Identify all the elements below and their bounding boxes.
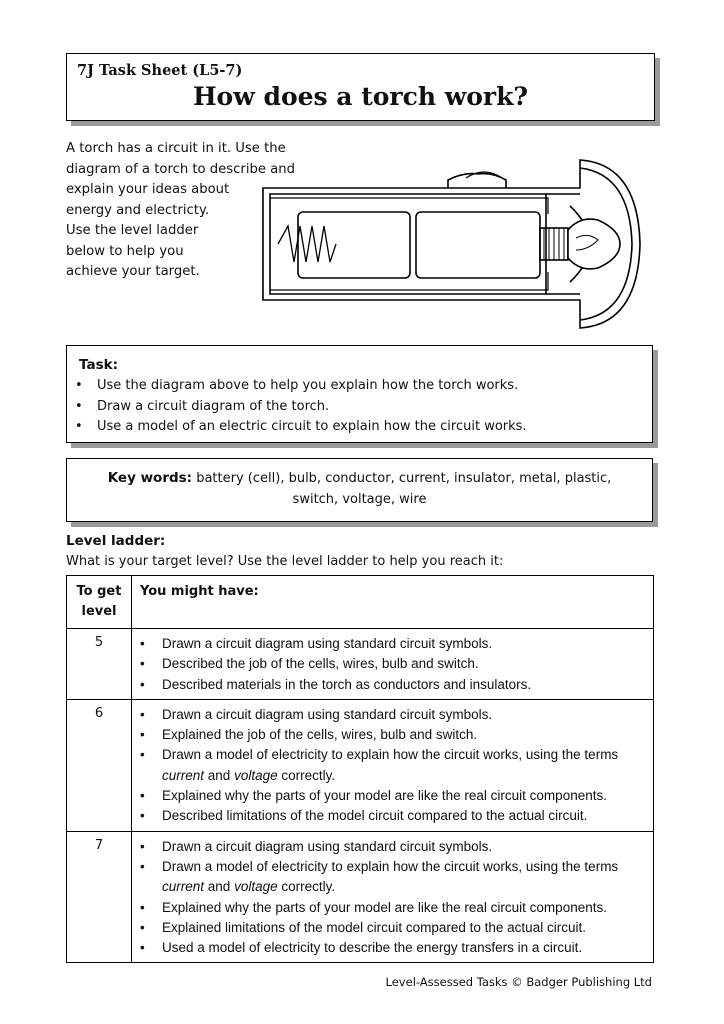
criterion-text: Described materials in the torch as conductors and insulators. (162, 676, 532, 692)
intro-line: diagram of a torch to describe and (66, 161, 295, 177)
intro-line: achieve your target. (66, 264, 200, 279)
bullet: • (140, 838, 145, 854)
footer-credit: Level-Assessed Tasks © Badger Publishing Ltd (385, 975, 652, 989)
level-cell: 5 (67, 629, 132, 700)
keywords-line-2: switch, voltage, wire (292, 492, 427, 507)
criterion-text: Drawn a circuit diagram using standard circuit symbols. (162, 838, 493, 854)
criteria-cell (132, 831, 654, 963)
level-ladder-table (66, 575, 654, 963)
task-item (75, 376, 527, 397)
list-item (140, 725, 647, 745)
intro-line: Use the level ladder (66, 223, 199, 238)
bullet: • (140, 727, 145, 743)
task-item-text: Draw a circuit diagram of the torch. (97, 398, 330, 414)
title-box (66, 53, 655, 121)
keywords-line-1: battery (cell), bulb, conductor, current, insulator, metal, plastic, (196, 471, 612, 486)
intro-line: below to help you (66, 243, 184, 259)
level-cell: 7 (67, 831, 132, 963)
criterion-text: Explained why the parts of your model are like the real circuit components. (162, 899, 607, 915)
criteria-cell (132, 629, 654, 700)
list-item (140, 898, 647, 918)
level-ladder-question: What is your target level? Use the level ladder to help you reach it: (66, 554, 504, 569)
intro-line: explain your ideas about (66, 182, 230, 197)
keywords-box (66, 458, 653, 522)
criterion-text: Drawn a circuit diagram using standard circuit symbols. (162, 706, 493, 722)
intro-line: A torch has a circuit in it. Use the (66, 141, 286, 156)
task-item-text: Use the diagram above to help you explain how the torch works. (97, 378, 519, 393)
bullet: • (140, 919, 145, 935)
bullet: • (140, 636, 145, 651)
level-cell: 6 (67, 699, 132, 831)
criterion-text: Explained why the parts of your model are like the real circuit components. (162, 788, 607, 804)
list-item (140, 918, 647, 938)
page-title: How does a torch work? (192, 82, 529, 111)
table-row (67, 629, 654, 700)
list-item (140, 938, 647, 958)
bullet: • (140, 808, 145, 824)
bullet: • (140, 858, 145, 874)
bullet: • (140, 940, 145, 956)
task-item (75, 397, 527, 418)
table-row (67, 831, 654, 963)
keywords-label: Key words: (107, 470, 193, 486)
criterion-text: Drawn a circuit diagram using standard circuit symbols. (162, 636, 493, 651)
list-item (140, 857, 647, 898)
table-row (67, 699, 654, 831)
criterion-text: Described the job of the cells, wires, bulb and switch. (162, 656, 479, 672)
criterion-text: Used a model of electricity to describe the energy transfers in a circuit. (162, 940, 583, 956)
table-header-row (67, 576, 654, 629)
task-item-text: Use a model of an electric circuit to explain how the circuit works. (97, 419, 527, 434)
task-list (75, 376, 527, 438)
intro-line: energy and electricty. (66, 202, 210, 218)
col-header-have: You might have: (132, 576, 654, 629)
bullet: • (75, 419, 83, 434)
bullet: • (140, 747, 145, 763)
task-sheet-subtitle: 7J Task Sheet (L5-7) (77, 62, 243, 79)
list-item (140, 654, 647, 674)
list-item (140, 786, 647, 806)
list-item (140, 634, 647, 654)
bullet: • (140, 706, 145, 722)
col-header-level: To get level (67, 576, 132, 629)
task-box (66, 345, 653, 443)
bullet: • (140, 656, 145, 672)
task-heading: Task: (79, 357, 118, 373)
list-item (140, 745, 647, 786)
bullet: • (75, 398, 83, 414)
criterion-text: Explained limitations of the model circuit compared to the actual circuit. (162, 919, 586, 935)
list-item (140, 806, 647, 826)
criterion-text: Described limitations of the model circuit compared to the actual circuit. (162, 808, 588, 824)
criterion-text: Explained the job of the cells, wires, bulb and switch. (162, 727, 478, 743)
list-item (140, 705, 647, 725)
bullet: • (140, 676, 145, 692)
criterion-text: Drawn a model of electricity to explain how the circuit works, using the terms current and voltage correctly. (162, 858, 619, 895)
torch-diagram (258, 150, 656, 340)
bullet: • (140, 899, 145, 915)
list-item (140, 837, 647, 857)
criteria-cell (132, 699, 654, 831)
bullet: • (140, 788, 145, 804)
bullet: • (75, 378, 83, 393)
criterion-text: Drawn a model of electricity to explain how the circuit works, using the terms current and voltage correctly. (162, 747, 619, 783)
task-item (75, 417, 527, 438)
level-ladder-heading: Level ladder: (66, 533, 166, 549)
list-item (140, 675, 647, 695)
